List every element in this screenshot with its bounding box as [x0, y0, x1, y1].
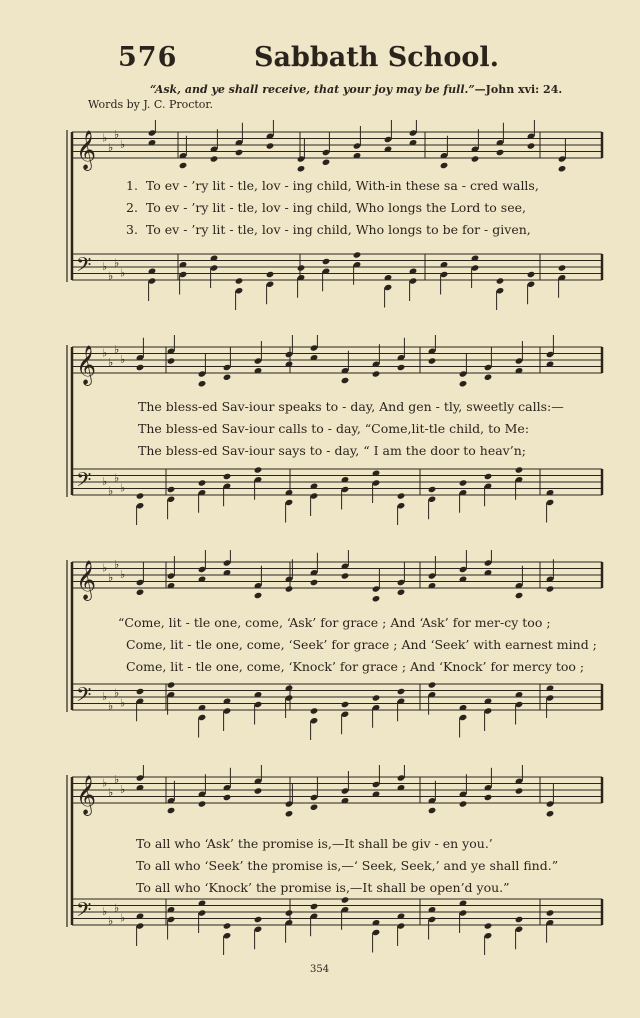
note-head [136, 688, 145, 695]
flat-icon: ♭ [108, 571, 114, 584]
note-head [496, 277, 505, 284]
note-head [515, 916, 524, 923]
flat-icon: ♭ [102, 346, 108, 360]
note-head [266, 271, 275, 278]
lyric-line: To all who ‘Knock’ the promise is,—It shall be open’d you.” [136, 880, 510, 895]
flat-icon: ♭ [108, 914, 114, 928]
flat-icon: ♭ [108, 484, 114, 498]
music-system-1 [0, 120, 640, 310]
note-head [297, 264, 306, 271]
flat-icon: ♭ [120, 782, 126, 796]
lyric-line: Come, lit - tle one, come, ‘Seek’ for grace ; And ‘Seek’ with earnest mind ; [126, 637, 597, 652]
lyric-line: “Come, lit - tle one, come, ‘Ask’ for grace ; And ‘Ask’ for mer-cy too ; [118, 615, 551, 630]
note-head [341, 701, 350, 708]
page-number: 354 [310, 964, 330, 975]
verse-number: 3. [126, 222, 138, 237]
flat-icon: ♭ [114, 901, 120, 915]
treble-clef-icon: 𝄞 [76, 345, 97, 385]
note-head [136, 492, 145, 499]
lyric-text: To ev - ’ry lit - tle, lov - ing child, Who longs the Lord to see, [145, 200, 526, 215]
lyric-text: To ev - ’ry lit - tle, lov - ing child, Who longs to be for - given, [145, 222, 531, 237]
bass-clef-icon: 𝄢 [76, 898, 92, 926]
flat-icon: ♭ [120, 352, 126, 366]
note-head [372, 694, 381, 701]
flat-icon: ♭ [108, 269, 114, 283]
note-head [285, 909, 294, 916]
flat-icon: ♭ [102, 259, 108, 273]
note-head [459, 479, 468, 486]
note-head [527, 271, 536, 278]
verse-number: 1. [126, 178, 138, 193]
note-head [254, 916, 263, 923]
treble-clef-icon: 𝄞 [76, 560, 97, 600]
note-head [235, 277, 244, 284]
note-head [484, 473, 493, 480]
note-head [484, 922, 493, 929]
flat-icon: ♭ [102, 904, 108, 918]
bass-clef-icon: 𝄢 [76, 683, 92, 711]
words-credit: Words by J. C. Proctor. [88, 98, 213, 111]
flat-icon: ♭ [108, 699, 114, 713]
bass-clef-icon: 𝄢 [76, 253, 92, 281]
note-head [546, 909, 555, 916]
note-head [322, 258, 331, 265]
flat-icon: ♭ [114, 256, 120, 270]
flat-icon: ♭ [114, 773, 120, 786]
verse-number: 2. [126, 200, 138, 215]
lyric-text: To ev - ’ry lit - tle, lov - ing child, With-in these sa - cred walls, [145, 178, 539, 193]
flat-icon: ♭ [120, 481, 126, 495]
lyric-line: To all who ‘Ask’ the promise is,—It shall be giv - en you.’ [136, 836, 493, 851]
flat-icon: ♭ [102, 474, 108, 488]
bass-clef-icon: 𝄢 [76, 468, 92, 496]
epigraph-quote: “Ask, and ye shall receive, that your joy may be full.” [150, 83, 475, 96]
lyric-line [126, 178, 539, 193]
flat-icon: ♭ [120, 911, 126, 925]
note-head [397, 492, 406, 499]
flat-icon: ♭ [114, 471, 120, 485]
flat-icon: ♭ [114, 686, 120, 700]
lyric-line: Come, lit - tle one, come, ‘Knock’ for grace ; And ‘Knock’ for mercy too ; [126, 659, 585, 674]
flat-icon: ♭ [108, 141, 114, 154]
flat-icon: ♭ [114, 343, 120, 356]
note-head [397, 688, 406, 695]
note-head [223, 922, 232, 929]
flat-icon: ♭ [108, 786, 114, 799]
flat-icon: ♭ [102, 776, 108, 790]
note-head [167, 486, 176, 493]
note-head [310, 707, 319, 714]
treble-clef-icon: 𝄞 [76, 130, 97, 170]
note-head [428, 681, 437, 688]
lyric-line: The bless-ed Sav-iour calls to - day, “Come,lit-tle child, to Me: [138, 421, 530, 436]
note-head [310, 903, 319, 910]
lyric-line: The bless-ed Sav-iour says to - day, “ I am the door to heav’n; [138, 443, 526, 458]
flat-icon: ♭ [102, 689, 108, 703]
flat-icon: ♭ [102, 131, 108, 145]
epigraph [150, 83, 562, 96]
lyric-line: To all who ‘Seek’ the promise is,—‘ Seek, Seek,’ and ye shall find.” [136, 858, 559, 873]
flat-icon: ♭ [120, 567, 126, 581]
flat-icon: ♭ [114, 558, 120, 571]
note-head [428, 486, 437, 493]
note-head [341, 896, 350, 903]
flat-icon: ♭ [114, 128, 120, 141]
note-head [198, 479, 207, 486]
note-head [223, 473, 232, 480]
note-head [254, 466, 263, 473]
note-head [515, 466, 524, 473]
note-head [167, 681, 176, 688]
flat-icon: ♭ [120, 266, 126, 280]
lyric-line [126, 222, 531, 237]
hymn-title: Sabbath School. [254, 42, 499, 73]
flat-icon: ♭ [102, 561, 108, 575]
treble-clef-icon: 𝄞 [76, 775, 97, 815]
hymn-number: 576 [118, 42, 178, 73]
flat-icon: ♭ [108, 356, 114, 369]
flat-icon: ♭ [120, 137, 126, 151]
lyric-line: The bless-ed Sav-iour speaks to - day, And gen - tly, sweetly calls:— [138, 399, 564, 414]
epigraph-reference: —John xvi: 24. [474, 83, 563, 96]
note-head [558, 264, 567, 271]
lyric-line [126, 200, 526, 215]
note-head [353, 251, 362, 258]
flat-icon: ♭ [120, 696, 126, 710]
